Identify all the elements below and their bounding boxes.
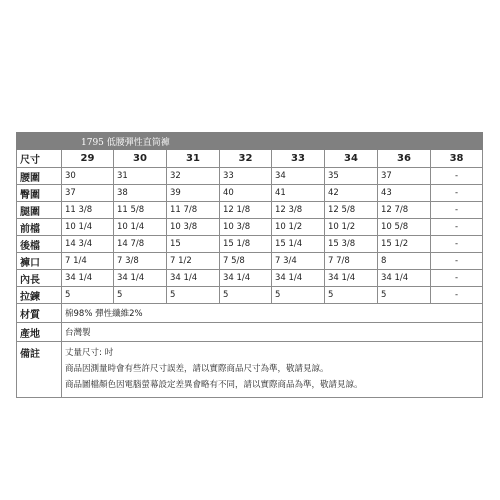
measure-value: 30 <box>62 168 114 185</box>
measure-value: 35 <box>325 168 378 185</box>
measure-value: 7 1/4 <box>62 253 114 270</box>
measure-value: 11 7/8 <box>167 202 220 219</box>
measure-value: 5 <box>220 287 272 304</box>
origin-value: 台灣製 <box>62 323 483 342</box>
measure-value: 5 <box>62 287 114 304</box>
measure-row <box>17 253 483 270</box>
measure-value: 34 1/4 <box>378 270 431 287</box>
measure-value: 10 3/8 <box>167 219 220 236</box>
material-label: 材質 <box>17 304 62 323</box>
measure-value: 10 1/2 <box>272 219 325 236</box>
measure-row <box>17 185 483 202</box>
measure-value: 32 <box>167 168 220 185</box>
measure-value: - <box>431 185 483 202</box>
size-header-33: 33 <box>272 150 325 168</box>
measure-value: 5 <box>114 287 167 304</box>
measure-value: 7 3/8 <box>114 253 167 270</box>
note-line: 丈量尺寸: 吋 <box>65 348 114 358</box>
measure-row <box>17 287 483 304</box>
measure-value: 12 5/8 <box>325 202 378 219</box>
origin-row <box>17 323 483 342</box>
measure-value: 34 1/4 <box>220 270 272 287</box>
measure-row <box>17 202 483 219</box>
measure-value: 34 1/4 <box>167 270 220 287</box>
measure-value: 40 <box>220 185 272 202</box>
origin-label: 產地 <box>17 323 62 342</box>
note-line: 商品圖檔顏色因電腦螢幕設定差異會略有不同，請以實際商品為準，敬請見諒。 <box>65 380 363 390</box>
size-header-row <box>17 150 483 168</box>
material-value: 棉98% 彈性纖維2% <box>62 304 483 323</box>
measure-row <box>17 270 483 287</box>
measure-value: 5 <box>167 287 220 304</box>
chart-title: 1795 低腰彈性直筒褲 <box>17 133 483 150</box>
size-header-34: 34 <box>325 150 378 168</box>
size-header-36: 36 <box>378 150 431 168</box>
measure-value: 37 <box>62 185 114 202</box>
measure-value: 14 3/4 <box>62 236 114 253</box>
measure-label: 內長 <box>17 270 62 287</box>
measure-value: 5 <box>378 287 431 304</box>
measure-row <box>17 168 483 185</box>
notes-row <box>17 342 483 398</box>
measure-value: 10 1/4 <box>62 219 114 236</box>
size-header-30: 30 <box>114 150 167 168</box>
measure-value: 34 1/4 <box>272 270 325 287</box>
measure-value: 7 7/8 <box>325 253 378 270</box>
measure-value: 11 3/8 <box>62 202 114 219</box>
measure-value: 15 <box>167 236 220 253</box>
notes-content <box>62 342 483 398</box>
measure-value: 7 3/4 <box>272 253 325 270</box>
measure-value: 41 <box>272 185 325 202</box>
measure-value: 7 1/2 <box>167 253 220 270</box>
size-label: 尺寸 <box>17 150 62 168</box>
measure-value: 14 7/8 <box>114 236 167 253</box>
measure-value: 10 1/2 <box>325 219 378 236</box>
measure-value: 10 3/8 <box>220 219 272 236</box>
measure-value: - <box>431 219 483 236</box>
measure-value: 15 3/8 <box>325 236 378 253</box>
material-row <box>17 304 483 323</box>
size-chart <box>16 132 482 398</box>
measure-value: 7 5/8 <box>220 253 272 270</box>
measure-value: - <box>431 253 483 270</box>
measure-value: 12 3/8 <box>272 202 325 219</box>
measure-value: - <box>431 236 483 253</box>
measure-value: 5 <box>272 287 325 304</box>
measure-value: 37 <box>378 168 431 185</box>
measure-value: 11 5/8 <box>114 202 167 219</box>
measure-value: 34 1/4 <box>62 270 114 287</box>
measure-value: 43 <box>378 185 431 202</box>
measure-value: 31 <box>114 168 167 185</box>
measure-value: 8 <box>378 253 431 270</box>
measure-label: 腰圍 <box>17 168 62 185</box>
measure-value: 34 1/4 <box>325 270 378 287</box>
measure-label: 臀圍 <box>17 185 62 202</box>
notes-label: 備註 <box>17 342 62 398</box>
measure-value: 34 1/4 <box>114 270 167 287</box>
measure-value: 15 1/2 <box>378 236 431 253</box>
measure-value: - <box>431 202 483 219</box>
measure-value: - <box>431 168 483 185</box>
measure-value: 33 <box>220 168 272 185</box>
measure-row <box>17 219 483 236</box>
measure-label: 後檔 <box>17 236 62 253</box>
measure-label: 前檔 <box>17 219 62 236</box>
measure-row <box>17 236 483 253</box>
size-header-38: 38 <box>431 150 483 168</box>
measure-value: 10 1/4 <box>114 219 167 236</box>
measure-value: 39 <box>167 185 220 202</box>
size-header-31: 31 <box>167 150 220 168</box>
measure-label: 腿圍 <box>17 202 62 219</box>
size-header-29: 29 <box>62 150 114 168</box>
measure-value: - <box>431 270 483 287</box>
measure-value: 38 <box>114 185 167 202</box>
measure-value: 15 1/4 <box>272 236 325 253</box>
measure-label: 拉鍊 <box>17 287 62 304</box>
measure-value: 5 <box>325 287 378 304</box>
note-line: 商品因測量時會有些許尺寸誤差，請以實際商品尺寸為準，敬請見諒。 <box>65 364 329 374</box>
measure-value: 15 1/8 <box>220 236 272 253</box>
size-table <box>16 132 483 398</box>
measure-value: - <box>431 287 483 304</box>
measure-value: 10 5/8 <box>378 219 431 236</box>
measure-value: 12 1/8 <box>220 202 272 219</box>
measure-value: 12 7/8 <box>378 202 431 219</box>
measure-value: 42 <box>325 185 378 202</box>
measure-label: 褲口 <box>17 253 62 270</box>
measure-value: 34 <box>272 168 325 185</box>
size-header-32: 32 <box>220 150 272 168</box>
